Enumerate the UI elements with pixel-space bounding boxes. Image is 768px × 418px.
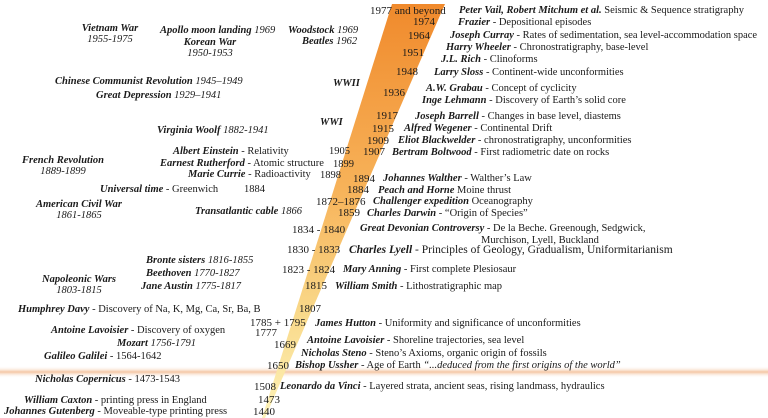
- year-label: 1473: [258, 394, 280, 406]
- history-vietnam-war: Vietnam War 1955-1975: [81, 23, 139, 45]
- history-einstein-year: 1905: [329, 146, 350, 157]
- year-label: 1834 - 1840: [292, 224, 346, 236]
- year-label: 1948: [396, 66, 418, 78]
- history-korean-war: Korean War 1950-1953: [183, 37, 237, 59]
- milestone-barrell: Joseph Barrell - Changes in base level, diastems: [415, 111, 621, 122]
- year-label: 1830 - 1833: [287, 244, 341, 256]
- history-gutenberg: Johannes Gutenberg - Moveable-type printing press: [4, 406, 228, 417]
- history-transatlantic-cable: Transatlantic cable 1866: [195, 206, 302, 217]
- year-label: 1669: [274, 339, 296, 351]
- history-wwi: WWI: [320, 117, 343, 128]
- history-chinese-revolution: Chinese Communist Revolution 1945–1949: [55, 76, 243, 87]
- history-curie-year: 1898: [320, 170, 341, 181]
- year-label: 1650: [267, 360, 289, 372]
- year-label: 1917: [376, 110, 398, 122]
- year-label: 1508: [254, 381, 276, 393]
- milestone-wegener: Alfred Wegener - Continental Drift: [404, 123, 553, 134]
- milestone-lehmann: Inge Lehmann - Discovery of Earth’s solid core: [422, 95, 626, 106]
- milestone-darwin: Charles Darwin - “Origin of Species”: [367, 208, 528, 219]
- milestone-wheeler: Harry Wheeler - Chronostratigraphy, base-level: [446, 42, 649, 53]
- year-label: 1977 and beyond: [370, 5, 446, 17]
- milestone-rich: J.L. Rich - Clinoforms: [441, 54, 538, 65]
- milestone-grabau: A.W. Grabau - Concept of cyclicity: [426, 83, 577, 94]
- year-label: 1951: [402, 47, 424, 59]
- milestone-lavoisier-geology: Antoine Lavoisier - Shoreline trajectories, sea level: [307, 335, 525, 346]
- milestone-blackwelder: Eliot Blackwelder - chronostratigraphy, unconformities: [398, 135, 632, 146]
- history-american-civil-war: American Civil War 1861-1865: [36, 199, 122, 221]
- history-universal-time: Universal time - Greenwich: [100, 184, 219, 195]
- year-label: 1884: [347, 184, 369, 196]
- history-humphrey-davy: Humphrey Davy - Discovery of Na, K, Mg, Ca, Sr, Ba, B: [18, 304, 261, 315]
- milestone-da-vinci: Leonardo da Vinci - Layered strata, ancient seas, rising landmass, hydraulics: [280, 381, 605, 392]
- history-universal-time-year: 1884: [244, 184, 265, 195]
- history-napoleonic-wars: Napoleonic Wars 1803-1815: [42, 274, 116, 296]
- year-label: 1859: [338, 207, 360, 219]
- history-beethoven: Beethoven 1770-1827: [146, 268, 240, 279]
- history-rutherford-year: 1899: [333, 159, 354, 170]
- year-label: 1974: [413, 16, 435, 28]
- milestone-challenger: Challenger expedition Oceanography: [373, 196, 533, 207]
- year-label: 1964: [408, 30, 430, 42]
- year-label: 1872–1876: [316, 196, 366, 208]
- history-mozart: Mozart 1756-1791: [117, 338, 197, 349]
- history-galileo: Galileo Galilei - 1564-1642: [44, 351, 162, 362]
- year-label: 1440: [253, 406, 275, 418]
- history-french-revolution: French Revolution 1889-1899: [22, 155, 104, 177]
- milestone-ussher: Bishop Ussher - Age of Earth “...deduced from the first origins of the world”: [295, 360, 621, 371]
- year-label: 1907: [363, 146, 385, 158]
- year-label: 1777: [255, 327, 277, 339]
- year-label: 1815: [305, 280, 327, 292]
- history-lavoisier-oxygen: Antoine Lavoisier - Discovery of oxygen: [51, 325, 226, 336]
- milestone-lyell: Charles Lyell - Principles of Geology, Gradualism, Uniformitarianism: [349, 244, 673, 256]
- history-apollo: Apollo moon landing 1969: [160, 25, 276, 36]
- history-bronte-sisters: Bronte sisters 1816-1855: [146, 255, 254, 266]
- history-copernicus: Nicholas Copernicus - 1473-1543: [35, 374, 180, 385]
- milestone-walther: Johannes Walther - Walther’s Law: [383, 173, 532, 184]
- milestone-devonian: Great Devonian Controversy - De la Beche. Greenough, Sedgwick,: [360, 223, 646, 234]
- milestone-curray: Joseph Curray - Rates of sedimentation, sea level-accommodation space: [450, 30, 758, 41]
- history-jane-austin: Jane Austin 1775-1817: [141, 281, 241, 292]
- year-label: 1823 - 1824: [282, 264, 336, 276]
- milestone-peach-horne: Peach and Horne Moine thrust: [378, 185, 512, 196]
- milestone-vail: Peter Vail, Robert Mitchum et al. Seismic & Sequence stratigraphy: [459, 5, 744, 16]
- history-rutherford: Earnest Rutherford - Atomic structure: [160, 158, 324, 169]
- milestone-sloss: Larry Sloss - Continent-wide unconformities: [434, 67, 624, 78]
- milestone-boltwood: Bertram Boltwood - First radiometric date on rocks: [392, 147, 610, 158]
- year-label: 1807: [299, 303, 321, 315]
- year-label: 1894: [353, 173, 375, 185]
- history-beatles: Beatles 1962: [302, 36, 358, 47]
- history-great-depression: Great Depression 1929–1941: [96, 90, 222, 101]
- year-label: 1936: [383, 87, 405, 99]
- history-woodstock: Woodstock 1969: [288, 25, 359, 36]
- history-einstein: Albert Einstein - Relativity: [173, 146, 289, 157]
- milestone-smith: William Smith - Lithostratigraphic map: [335, 281, 503, 292]
- history-wwii: WWII: [333, 78, 360, 89]
- year-label: 1909: [367, 135, 389, 147]
- milestone-devonian-names: Murchison, Lyell, Buckland: [481, 235, 599, 246]
- history-curie: Marie Currie - Radioactivity: [188, 169, 311, 180]
- history-caxton: William Caxton - printing press in England: [24, 395, 207, 406]
- milestone-steno: Nicholas Steno - Steno’s Axioms, organic origin of fossils: [301, 348, 547, 359]
- year-label: 1915: [372, 123, 394, 135]
- history-virginia-woolf: Virginia Woolf 1882-1941: [157, 125, 269, 136]
- milestone-hutton: James Hutton - Uniformity and significance of unconformities: [315, 318, 581, 329]
- milestone-anning: Mary Anning - First complete Plesiosaur: [343, 264, 517, 275]
- milestone-frazier: Frazier - Depositional episodes: [458, 17, 592, 28]
- year-label: 1785 + 1795: [250, 317, 306, 329]
